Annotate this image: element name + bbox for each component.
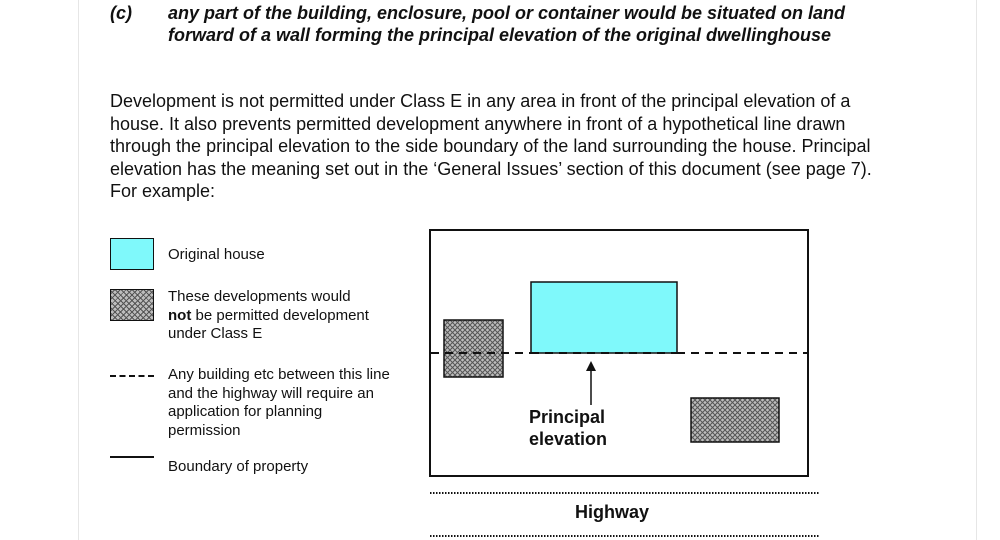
legend-original-house-swatch (110, 238, 154, 270)
highway-label: Highway (575, 502, 650, 522)
legend-not-permitted-label (168, 288, 398, 344)
legend-not-permitted-post: be permitted development under Class E (168, 306, 369, 342)
page-edge-left (78, 0, 79, 540)
explanation-paragraph: Development is not permitted under Class E in any area in front of the principal elevation of a house. It also prevents permitted development anywhere in front of a hypothetical line drawn through the principal elevation to the side boundary of the land surrounding the house. Principal elevation has the meaning set out in the ‘General Issues’ section of this document (see page 7). For example: (110, 91, 872, 201)
arrow-up-icon (586, 361, 596, 371)
legend-boundary-swatch (110, 456, 154, 458)
legend-dashed-line-label: Any building etc between this line and the highway will require an application for planning permission (168, 366, 390, 439)
legend-not-permitted-pre: These developments would (168, 288, 351, 305)
clause-number: (c) (110, 3, 132, 23)
property-boundary (430, 230, 808, 476)
clause-text: any part of the building, enclosure, pool or container would be situated on land forward of a wall forming the principal elevation of the original dwellinghouse (168, 3, 846, 45)
outbuilding-not-permitted-front (691, 398, 779, 442)
principal-elevation-label-1: Principal (529, 407, 606, 427)
legend-not-permitted-bold: not (168, 306, 192, 324)
legend-boundary-label: Boundary of property (168, 458, 309, 475)
legend-not-permitted-swatch (110, 289, 154, 321)
legend-original-house-label: Original house (168, 246, 265, 263)
principal-elevation-label-2: elevation (529, 429, 608, 449)
original-house (531, 282, 677, 353)
legend-dashed-line-swatch (110, 375, 154, 377)
page-edge-right (976, 0, 977, 540)
outbuilding-not-permitted-left (444, 320, 503, 377)
